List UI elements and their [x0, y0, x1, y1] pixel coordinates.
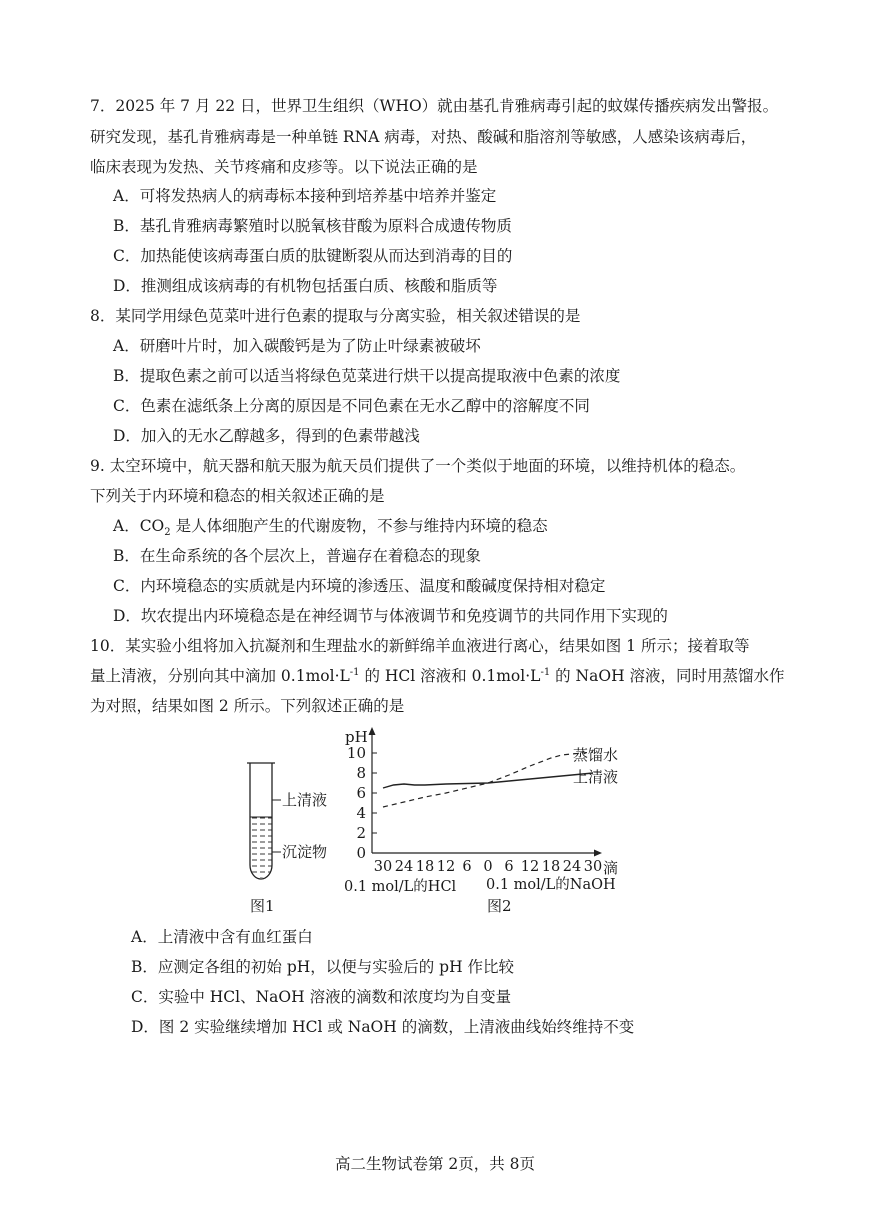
q9-stem-line-1: 9. 太空环境中，航天器和航天服为航天员们提供了一个类似于地面的环境，以维持机体的稳态。 — [90, 457, 746, 475]
q8-option-b[interactable]: B．提取色素之前可以适当将绿色苋菜进行烘干以提高提取液中色素的浓度 — [113, 367, 621, 385]
sediment-fill — [251, 817, 272, 878]
q9-option-a-subscript: 2 — [164, 527, 171, 539]
ph-chart — [344, 727, 618, 915]
q9-option-d[interactable]: D．坎农提出内环境稳态是在神经调节与体液调节和免疫调节的共同作用下实现的 — [113, 607, 668, 625]
series-line-supernatant — [383, 773, 593, 788]
q7-option-c[interactable]: C．加热能使该病毒蛋白质的肽键断裂从而达到消毒的目的 — [113, 247, 513, 265]
q9-option-b[interactable]: B．在生命系统的各个层次上，普遍存在着稳态的现象 — [113, 547, 481, 565]
q9-option-a-rest: 是人体细胞产生的代谢废物，不参与维持内环境的稳态 — [170, 517, 548, 535]
x-axis-label: 滴 — [603, 859, 619, 877]
q8-stem-line-1: 8．某同学用绿色苋菜叶进行色素的提取与分离实验，相关叙述错误的是 — [90, 307, 581, 325]
q10-stem-line-1: 10．某实验小组将加入抗凝剂和生理盐水的新鲜绵羊血液进行离心，结果如图 1 所示；接着取等 — [90, 637, 750, 655]
x-tick-label: 30 — [373, 859, 393, 875]
x-tick-label: 0 — [483, 859, 493, 875]
q9-option-a[interactable] — [113, 516, 548, 539]
q10-option-a[interactable]: A．上清液中含有血红蛋白 — [131, 928, 313, 946]
q8-option-a[interactable]: A．研磨叶片时，加入碳酸钙是为了防止叶绿素被破坏 — [113, 337, 481, 355]
q10-stem-part-b: 的 HCl 溶液和 0.1mol·L — [359, 667, 541, 685]
page-footer: 高二生物试卷第 2页，共 8页 — [334, 1155, 536, 1173]
x-tick-label: 6 — [462, 859, 472, 875]
q8-option-c[interactable]: C．色素在滤纸条上分离的原因是不同色素在无水乙醇中的溶解度不同 — [113, 397, 590, 415]
test-tube-figure — [247, 763, 327, 915]
q7-option-d[interactable]: D．推测组成该病毒的有机物包括蛋白质、核酸和脂质等 — [113, 277, 498, 295]
q10-stem-line-2 — [90, 666, 785, 686]
q10-stem-line-3: 为对照，结果如图 2 所示。下列叙述正确的是 — [90, 697, 405, 715]
x-tick-label: 24 — [394, 859, 414, 875]
q9-option-c[interactable]: C．内环境稳态的实质就是内环境的渗透压、温度和酸碱度保持相对稳定 — [113, 577, 606, 595]
x-axis-arrow — [594, 850, 602, 857]
q10-option-b[interactable]: B．应测定各组的初始 pH，以便与实验后的 pH 作比较 — [131, 958, 515, 976]
q9-stem-line-2: 下列关于内环境和稳态的相关叙述正确的是 — [90, 487, 385, 505]
q7-option-a[interactable]: A．可将发热病人的病毒标本接种到培养基中培养并鉴定 — [113, 187, 497, 205]
y-tick-label: 6 — [356, 784, 366, 802]
q10-stem-part-c: 的 NaOH 溶液，同时用蒸馏水作 — [550, 667, 785, 685]
y-tick-label: 8 — [356, 764, 366, 782]
supernatant-label: 上清液 — [282, 791, 328, 809]
y-tick-label: 4 — [356, 804, 366, 822]
y-axis-label: pH — [345, 728, 368, 746]
x-left-label: 0.1 mol/L的HCl — [344, 879, 457, 895]
q10-superscript-2: -1 — [540, 666, 551, 678]
q8-option-d[interactable]: D．加入的无水乙醇越多，得到的色素带越浅 — [113, 427, 420, 445]
q10-option-c[interactable]: C．实验中 HCl、NaOH 溶液的滴数和浓度均为自变量 — [131, 988, 512, 1006]
y-tick-label: 2 — [356, 824, 366, 842]
q10-option-d[interactable]: D．图 2 实验继续增加 HCl 或 NaOH 的滴数，上清液曲线始终维持不变 — [131, 1018, 635, 1036]
q7-stem-line-1: 7．2025 年 7 月 22 日，世界卫生组织（WHO）就由基孔肯雅病毒引起的蚊媒传播疾病发出警报。 — [90, 97, 779, 115]
legend-distilled-water: 蒸馏水 — [573, 746, 619, 764]
x-tick-label: 12 — [436, 859, 456, 875]
x-tick-label: 18 — [541, 859, 561, 875]
y-tick-label: 0 — [356, 844, 366, 862]
q10-stem-part-a: 量上清液，分别向其中滴加 0.1mol·L — [90, 667, 350, 685]
x-tick-label: 6 — [504, 859, 514, 875]
x-tick-label: 18 — [415, 859, 435, 875]
figure2-caption: 图2 — [487, 897, 512, 915]
x-tick-label: 30 — [583, 859, 603, 875]
q7-stem-line-2: 研究发现，基孔肯雅病毒是一种单链 RNA 病毒，对热、酸碱和脂溶剂等敏感，人感染该病毒后， — [90, 128, 757, 146]
q10-superscript-1: -1 — [349, 666, 360, 678]
figure-area — [235, 725, 645, 920]
x-right-label: 0.1 mol/L的NaOH — [486, 877, 616, 893]
x-tick-label: 12 — [520, 859, 540, 875]
y-tick-label: 10 — [346, 744, 366, 762]
q9-option-a-prefix: A．CO — [113, 517, 165, 535]
sediment-label: 沉淀物 — [282, 843, 328, 861]
legend-supernatant: 上清液 — [573, 768, 619, 786]
series-line-distilled-water — [383, 752, 593, 807]
q7-option-b[interactable]: B．基孔肯雅病毒繁殖时以脱氧核苷酸为原料合成遗传物质 — [113, 217, 512, 235]
x-tick-label: 24 — [562, 859, 582, 875]
q7-stem-line-3: 临床表现为发热、关节疼痛和皮疹等。以下说法正确的是 — [90, 158, 478, 176]
figure1-caption: 图1 — [250, 897, 275, 915]
y-axis-arrow — [369, 727, 376, 735]
